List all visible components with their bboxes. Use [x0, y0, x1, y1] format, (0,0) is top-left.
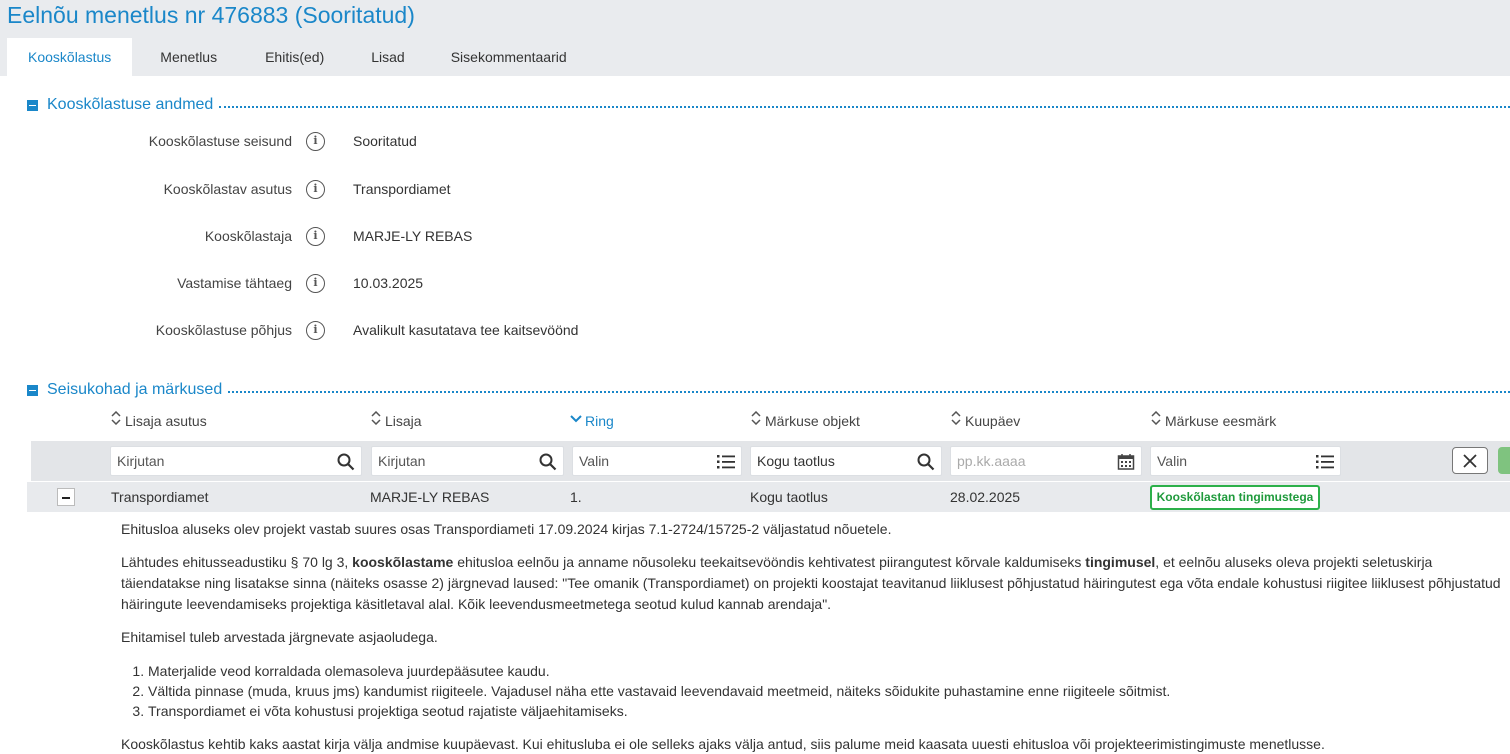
- comment-paragraph: Ehitamisel tuleb arvestada järgnevate asjaoludega.: [121, 629, 438, 645]
- filter-lisaja-input[interactable]: [372, 447, 563, 475]
- sort-icon: [751, 411, 763, 431]
- column-header-lisaja[interactable]: [371, 412, 422, 430]
- chevron-down-icon: [570, 412, 582, 430]
- comment-paragraph: Ehitusloa aluseks olev projekt vastab suures osas Transpordiameti 17.09.2024 kirjas 7.1-2724/15725-2 väljastatud nõuetele.: [121, 521, 892, 537]
- comment-text-bold: kooskõlastame: [352, 554, 454, 570]
- filter-ring: [572, 446, 742, 476]
- field-label: Kooskõlastuse seisund: [148, 133, 292, 149]
- field-value: MARJE-LY REBAS: [353, 228, 473, 244]
- section-header-seisukohad: [27, 380, 1510, 400]
- filter-markuse-eesmark-select[interactable]: [1151, 447, 1340, 475]
- column-header-lisaja-asutus[interactable]: [111, 412, 207, 430]
- column-header-label: Märkuse objekt: [765, 413, 860, 429]
- field-value: Sooritatud: [353, 133, 417, 149]
- sort-icon: [1151, 411, 1163, 431]
- comment-text: Lähtudes ehitusseadustiku § 70 lg 3,: [121, 554, 353, 570]
- list-item: 3. Transpordiamet ei võta kohustusi projektiga seotud rajatiste väljaehitamiseks.: [148, 701, 1510, 721]
- cell-kuupaev: 28.02.2025: [950, 489, 1021, 505]
- collapse-row-icon[interactable]: [57, 488, 75, 506]
- field-value: Avalikult kasutatava tee kaitsevöönd: [353, 322, 579, 338]
- comment-paragraph: [121, 552, 1510, 615]
- filter-bar: [31, 441, 1510, 481]
- collapse-icon[interactable]: [27, 100, 38, 111]
- column-header-label: Lisaja asutus: [125, 413, 207, 429]
- column-header-ring[interactable]: [570, 412, 614, 430]
- tab-menetlus[interactable]: Menetlus: [160, 49, 218, 65]
- info-circle-icon[interactable]: i: [306, 227, 325, 246]
- info-circle-icon[interactable]: i: [306, 180, 325, 199]
- comment-text-bold: tingimusel: [1085, 554, 1156, 570]
- tab-lisad[interactable]: Lisad: [371, 49, 405, 65]
- field-row-asutus: [0, 178, 1000, 202]
- status-badge: Kooskõlastan tingimustega: [1150, 485, 1320, 510]
- search-icon[interactable]: [539, 453, 557, 471]
- close-icon: [1463, 454, 1477, 468]
- column-header-label: Kuupäev: [965, 413, 1021, 429]
- list-item: 1. Materjalide veod korraldada olemasoleva juurdepääsutee kaudu.: [148, 661, 1510, 681]
- column-header-label: Ring: [585, 413, 614, 429]
- page-title: Eelnõu menetlus nr 476883 (Sooritatud): [7, 2, 415, 28]
- tab-sisekommentaarid[interactable]: Sisekommentaarid: [450, 49, 567, 65]
- comment-paragraph: Kooskõlastus kehtib kaks aastat kirja välja andmise kuupäevast. Kui ehitusluba ei ole selleks ajaks välja antud, siis palume meid kaasata uuesti ehitusloa või projekteerimistingimuste menetlusse.: [121, 736, 1325, 752]
- info-circle-icon[interactable]: i: [306, 132, 325, 151]
- field-value: Transpordiamet: [353, 181, 451, 197]
- column-header-label: Lisaja: [385, 413, 422, 429]
- sort-icon: [111, 411, 123, 431]
- column-header-label: Märkuse eesmärk: [1165, 413, 1277, 429]
- comment-text: , et eelnõu aluseks oleva projekti seletuskirja täiendatakse ning lisatakse sinna (näiteks osasse 2) järgnevad laused: "Tee omanik (Transpordiamet) on projekti koostajat teavitanud liiklusest põhjustatud häiringutest ega võta endale kohustusi riigitee liiklusest põhjustatud häiringute leevendamiseks projektiga käsitletaval alal. Kõik leevendusmeetmetega seotud kulud kannab arendaja".: [121, 554, 1501, 612]
- sort-icon: [951, 411, 963, 431]
- list-item: 2. Vältida pinnase (muda, kruus jms) kandumist riigiteele. Vajadusel näha ette vastavaid leevendavaid meetmeid, näiteks sõidukite puhastamine enne riigiteele sõitmist.: [148, 681, 1510, 701]
- comment-list: [121, 661, 1510, 721]
- field-label: Kooskõlastuse põhjus: [155, 322, 292, 338]
- filter-markuse-eesmark: [1150, 446, 1341, 476]
- search-icon[interactable]: [337, 453, 355, 471]
- filter-kuupaev: [950, 446, 1142, 476]
- section-title: Seisukohad ja märkused: [47, 381, 223, 398]
- section-title: Kooskõlastuse andmed: [47, 96, 214, 113]
- header-bar: [0, 0, 1510, 76]
- field-row-kooskolastaja: [0, 225, 1000, 249]
- clear-filters-button[interactable]: [1452, 447, 1488, 474]
- cell-lisaja-asutus: Transpordiamet: [111, 489, 209, 505]
- filter-markuse-objekt-input[interactable]: [751, 447, 941, 475]
- filter-lisaja-asutus: [110, 446, 362, 476]
- filter-kuupaev-input[interactable]: [951, 447, 1141, 475]
- cell-ring: 1.: [570, 489, 582, 505]
- info-circle-icon[interactable]: i: [306, 274, 325, 293]
- tab-kooskolastus[interactable]: Kooskõlastus: [7, 38, 132, 76]
- column-header-markuse-eesmark[interactable]: [1151, 412, 1276, 430]
- calendar-icon[interactable]: [1117, 453, 1135, 471]
- info-circle-icon[interactable]: i: [306, 321, 325, 340]
- field-row-pohjus: [0, 319, 1000, 343]
- table-row[interactable]: [27, 482, 1510, 512]
- section-divider: [228, 391, 1510, 393]
- apply-filters-button[interactable]: [1498, 447, 1510, 474]
- cell-markuse-objekt: Kogu taotlus: [750, 489, 828, 505]
- filter-lisaja-asutus-input[interactable]: [111, 447, 361, 475]
- field-row-tahtaeg: [0, 272, 1000, 296]
- list-icon[interactable]: [1316, 453, 1334, 471]
- search-icon[interactable]: [917, 453, 935, 471]
- section-header-kooskolastuse-andmed: [27, 95, 1510, 115]
- field-value: 10.03.2025: [353, 275, 424, 291]
- field-label: Vastamise tähtaeg: [177, 275, 292, 291]
- tab-bar: [7, 38, 588, 76]
- filter-lisaja: [371, 446, 564, 476]
- list-icon[interactable]: [717, 453, 735, 471]
- collapse-icon[interactable]: [27, 385, 38, 396]
- comment-text: ehitusloa eelnõu ja anname nõusoleku teekaitsevööndis kehtivatest piirangutest kõrvale kaldumiseks: [453, 554, 1086, 570]
- section-divider: [219, 106, 1510, 108]
- column-header-kuupaev[interactable]: [951, 412, 1020, 430]
- column-header-markuse-objekt[interactable]: [751, 412, 860, 430]
- comment-body: [121, 519, 1510, 754]
- filter-markuse-objekt: [750, 446, 942, 476]
- field-row-seisund: [0, 130, 1000, 154]
- tab-ehitised[interactable]: Ehitis(ed): [265, 49, 325, 65]
- field-label: Kooskõlastaja: [204, 228, 292, 244]
- filter-ring-select[interactable]: [573, 447, 741, 475]
- cell-lisaja: MARJE-LY REBAS: [370, 489, 490, 505]
- sort-icon: [371, 411, 383, 431]
- field-label: Kooskõlastav asutus: [163, 181, 292, 197]
